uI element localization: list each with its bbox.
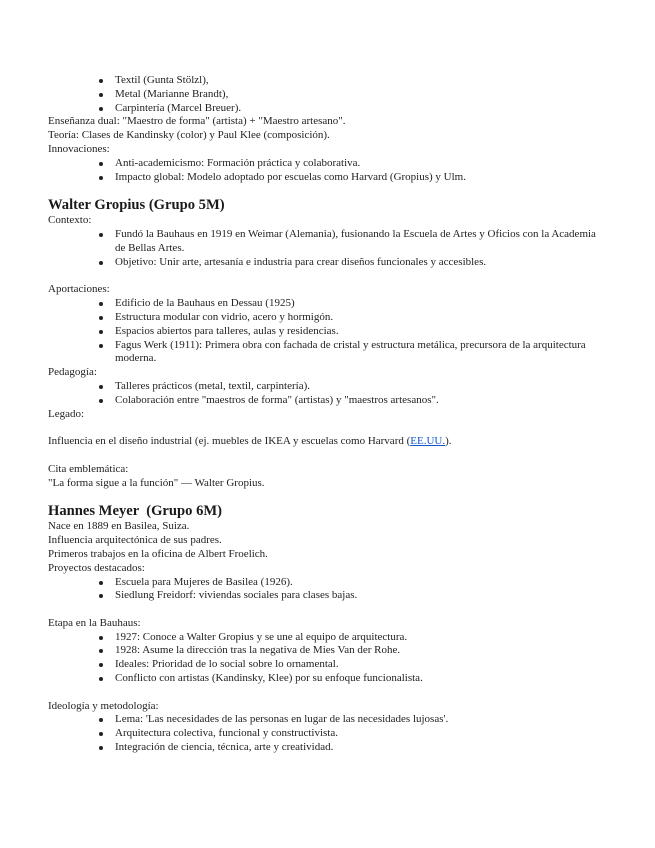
list-item: Lema: 'Las necesidades de las personas en lugar de las necesidades lujosas'. [48,713,608,727]
influencia-text-end: ). [445,435,452,448]
proyectos-label: Proyectos destacados: [48,561,145,574]
legado-label: Legado: [48,407,85,420]
list-item: Fundó la Bauhaus en 1919 en Weimar (Alemania), fusionando la Escuela de Artes y Oficios con la Academia de Bellas Artes. [48,228,608,256]
list-item: Textil (Gunta Stölzl), [48,74,608,88]
ideologia-label: Ideología y metodología: [48,699,159,712]
meyer-intro-line: Nace en 1889 en Basilea, Suiza. [48,520,190,533]
list-item: Colaboración entre "maestros de forma" (artistas) y "maestros artesanos". [48,394,608,408]
cita-label: Cita emblemática: [48,462,129,475]
list-item: Impacto global: Modelo adoptado por escuelas como Harvard (Gropius) y Ulm. [48,171,608,185]
teoria-text: Teoría: Clases de Kandinsky (color) y Paul Klee (composición). [48,129,330,142]
list-item: Espacios abiertos para talleres, aulas y residencias. [48,325,608,339]
innovaciones-label: Innovaciones: [48,142,110,155]
list-item: Carpintería (Marcel Breuer). [48,102,608,116]
spacer [48,421,608,435]
list-item: Edificio de la Bauhaus en Dessau (1925) [48,297,608,311]
spacer [48,603,608,617]
influencia-text [48,435,608,449]
list-item: Estructura modular con vidrio, acero y hormigón. [48,311,608,325]
list-item: 1927: Conoce a Walter Gropius y se une al equipo de arquitectura. [48,631,608,645]
pedagogia-label: Pedagogía: [48,366,97,379]
list-item: Arquitectura colectiva, funcional y constructivista. [48,727,608,741]
spacer [48,270,608,284]
aportaciones-label: Aportaciones: [48,283,110,296]
list-item: Siedlung Freidorf: viviendas sociales para clases bajas. [48,589,608,603]
spacer [48,686,608,700]
list-item: Metal (Marianne Brandt), [48,88,608,102]
document-page [48,74,608,755]
section-heading-meyer: Hannes Meyer (Grupo 6M) [48,503,223,520]
cita-text: "La forma sigue a la función" — Walter Gropius. [48,476,265,489]
list-item: Conflicto con artistas (Kandinsky, Klee) por su enfoque funcionalista. [48,672,608,686]
meyer-intro-line: Influencia arquitectónica de sus padres. [48,534,222,547]
section-heading-gropius: Walter Gropius (Grupo 5M) [48,197,225,214]
spacer [48,449,608,463]
list-item: Integración de ciencia, técnica, arte y creatividad. [48,741,608,755]
list-item: Objetivo: Unir arte, artesanía e industria para crear diseños funcionales y accesibles. [48,256,608,270]
ensenanza-text: Enseñanza dual: "Maestro de forma" (artista) + "Maestro artesano". [48,115,346,128]
eeuu-link[interactable]: EE.UU. [410,435,446,448]
etapa-label: Etapa en la Bauhaus: [48,616,141,629]
influencia-text-start: Influencia en el diseño industrial (ej. muebles de IKEA y escuelas como Harvard ( [48,435,411,448]
contexto-label: Contexto: [48,214,92,227]
list-item: Ideales: Prioridad de lo social sobre lo ornamental. [48,658,608,672]
list-item: Fagus Werk (1911): Primera obra con fachada de cristal y estructura metálica, precursora de la arquitectura moderna. [48,339,608,367]
list-item: Talleres prácticos (metal, textil, carpintería). [48,380,608,394]
list-item: 1928: Asume la dirección tras la negativa de Mies Van der Rohe. [48,644,608,658]
list-item: Anti-academicismo: Formación práctica y colaborativa. [48,157,608,171]
meyer-intro-line: Primeros trabajos en la oficina de Albert Froelich. [48,547,268,560]
list-item: Escuela para Mujeres de Basilea (1926). [48,576,608,590]
